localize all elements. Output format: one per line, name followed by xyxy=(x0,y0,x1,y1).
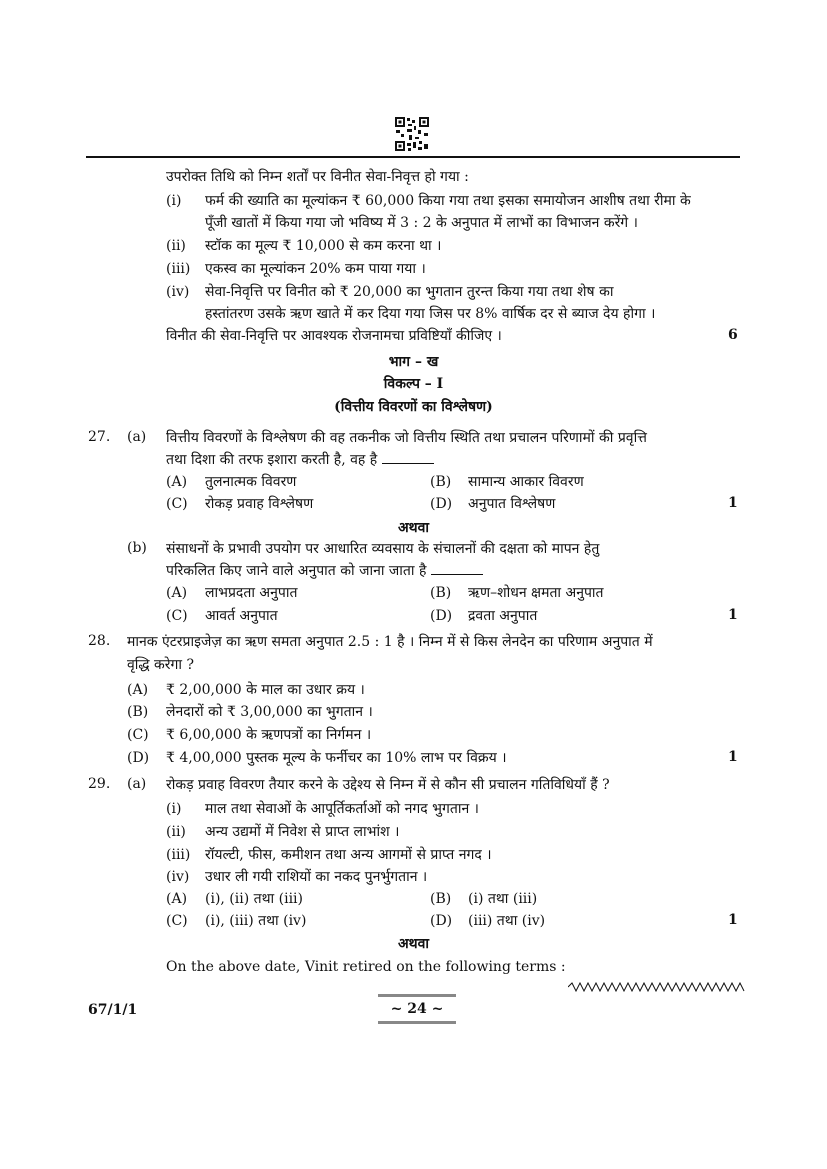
option-text: ₹ 2,00,000 के माल का उधार क्रय । xyxy=(166,682,365,698)
statement-key: (ii) xyxy=(166,824,186,840)
option-key: (A) xyxy=(166,585,188,601)
question-text-part: परिकलित किए जाने वाले अनुपात को जाना जाता है xyxy=(166,563,427,579)
paper-code: 67/1/1 xyxy=(88,1002,138,1018)
question-text: वृद्धि करेगा ? xyxy=(127,657,194,673)
option-text: द्रवता अनुपात xyxy=(468,608,538,624)
statement-text: अन्य उद्यमों में निवेश से प्राप्त लाभांश । xyxy=(205,824,400,840)
header-rule xyxy=(86,156,740,158)
option-text: ऋण–शोधन क्षमता अनुपात xyxy=(468,585,604,601)
intro-item-number: (iv) xyxy=(166,284,190,300)
statement-text: उधार ली गयी राशियों का नकद पुनर्भुगतान । xyxy=(205,869,428,885)
option-text: सामान्य आकार विवरण xyxy=(468,474,584,490)
option-key: (C) xyxy=(166,496,188,512)
page-number-box xyxy=(378,994,456,1024)
option-text: (i) तथा (iii) xyxy=(468,891,538,907)
question-text: रोकड़ प्रवाह विवरण तैयार करने के उद्देश्य से निम्न में से कौन सी प्रचालन गतिविधियाँ हैं ? xyxy=(166,777,610,793)
option-text: ₹ 6,00,000 के ऋणपत्रों का निर्गमन । xyxy=(166,727,372,743)
marks: 1 xyxy=(728,495,738,511)
option-key: (B) xyxy=(430,474,452,490)
marks: 1 xyxy=(728,607,738,623)
option-text: तुलनात्मक विवरण xyxy=(205,474,297,490)
subpart-label: (a) xyxy=(127,429,147,445)
option-text: लाभप्रदता अनुपात xyxy=(205,585,298,601)
option-key: (A) xyxy=(166,891,188,907)
intro-item-text: एकस्व का मूल्यांकन 20% कम पाया गया । xyxy=(205,261,426,277)
question-text: वित्तीय विवरणों के विश्लेषण की वह तकनीक जो वित्तीय स्थिति तथा प्रचालन परिणामों की प्रवृत्ति xyxy=(166,430,647,446)
question-text: संसाधनों के प्रभावी उपयोग पर आधारित व्यवसाय के संचालनों की दक्षता को मापन हेतु xyxy=(166,541,600,557)
option-key: (D) xyxy=(430,608,453,624)
answer-blank xyxy=(431,562,483,575)
option-key: (B) xyxy=(430,891,452,907)
page-bottom-bar xyxy=(378,1021,456,1024)
intro-item-number: (iii) xyxy=(166,261,191,277)
marks: 1 xyxy=(728,749,738,765)
page-number: ~ 24 ~ xyxy=(390,1001,444,1017)
intro-item-text: फर्म की ख्याति का मूल्यांकन ₹ 60,000 किया गया तथा इसका समायोजन आशीष तथा रीमा के xyxy=(205,193,691,209)
intro-item-number: (i) xyxy=(166,193,182,209)
question-text xyxy=(166,562,483,580)
option-key: (B) xyxy=(127,704,149,720)
question-number: 27. xyxy=(88,429,111,445)
option-key: (D) xyxy=(127,750,150,766)
option-key: (B) xyxy=(430,585,452,601)
statement-key: (i) xyxy=(166,801,182,817)
section-option: विकल्प – I xyxy=(383,376,444,392)
option-key: (A) xyxy=(127,682,149,698)
subpart-label: (a) xyxy=(127,776,147,792)
section-part: भाग – ख xyxy=(388,354,439,370)
or-separator: अथवा xyxy=(397,520,430,536)
question-text: मानक एंटरप्राइजेज़ का ऋण समता अनुपात 2.5 : 1 है । निम्न में से किस लेनदेन का परिणाम अनुपात में xyxy=(127,634,653,650)
option-key: (C) xyxy=(166,608,188,624)
option-text: लेनदारों को ₹ 3,00,000 का भुगतान । xyxy=(166,704,373,720)
option-key: (D) xyxy=(430,913,453,929)
option-text: (i), (ii) तथा (iii) xyxy=(205,891,303,907)
option-text: (i), (iii) तथा (iv) xyxy=(205,913,307,929)
qr-code-icon xyxy=(394,116,430,152)
english-line: On the above date, Vinit retired on the following terms : xyxy=(166,959,566,975)
intro-item-text: स्टॉक का मूल्य ₹ 10,000 से कम करना था । xyxy=(205,238,442,254)
option-text: आवर्त अनुपात xyxy=(205,608,278,624)
option-text: (iii) तथा (iv) xyxy=(468,913,546,929)
intro-item-text: हस्तांतरण उसके ऋण खाते में कर दिया गया जिस पर 8% वार्षिक दर से ब्याज देय होगा । xyxy=(205,306,656,322)
question-number: 29. xyxy=(88,776,111,792)
section-topic: (वित्तीय विवरणों का विश्लेषण) xyxy=(334,399,493,415)
intro-item-text: सेवा-निवृत्ति पर विनीत को ₹ 20,000 का भुगतान तुरन्त किया गया तथा शेष का xyxy=(205,284,614,300)
statement-text: रॉयल्टी, फीस, कमीशन तथा अन्य आगमों से प्राप्त नगद । xyxy=(205,847,492,863)
statement-text: माल तथा सेवाओं के आपूर्तिकर्ताओं को नगद भुगतान । xyxy=(205,801,479,817)
answer-blank xyxy=(382,451,434,464)
statement-key: (iii) xyxy=(166,847,191,863)
question-text-part: तथा दिशा की तरफ इशारा करती है, वह है xyxy=(166,452,378,468)
intro-instruction: विनीत की सेवा-निवृत्ति पर आवश्यक रोजनामचा प्रविष्टियाँ कीजिए । xyxy=(166,328,502,344)
statement-key: (iv) xyxy=(166,869,190,885)
question-text xyxy=(166,451,434,469)
marks: 1 xyxy=(728,912,738,928)
option-text: रोकड़ प्रवाह विश्लेषण xyxy=(205,496,314,512)
question-number: 28. xyxy=(88,633,111,649)
option-key: (C) xyxy=(166,913,188,929)
or-separator: अथवा xyxy=(397,936,430,952)
marks: 6 xyxy=(728,327,738,343)
option-key: (D) xyxy=(430,496,453,512)
squiggle-divider xyxy=(568,982,746,992)
intro-item-number: (ii) xyxy=(166,238,186,254)
subpart-label: (b) xyxy=(127,540,147,556)
option-text: ₹ 4,00,000 पुस्तक मूल्य के फर्नीचर का 10% लाभ पर विक्रय । xyxy=(166,750,507,766)
option-text: अनुपात विश्लेषण xyxy=(468,496,556,512)
option-key: (C) xyxy=(127,727,149,743)
intro-line: उपरोक्त तिथि को निम्न शर्तों पर विनीत सेवा-निवृत्त हो गया : xyxy=(166,169,469,185)
option-key: (A) xyxy=(166,474,188,490)
intro-item-text: पूँजी खातों में किया गया जो भविष्य में 3 : 2 के अनुपात में लाभों का विभाजन करेंगे । xyxy=(205,215,638,231)
